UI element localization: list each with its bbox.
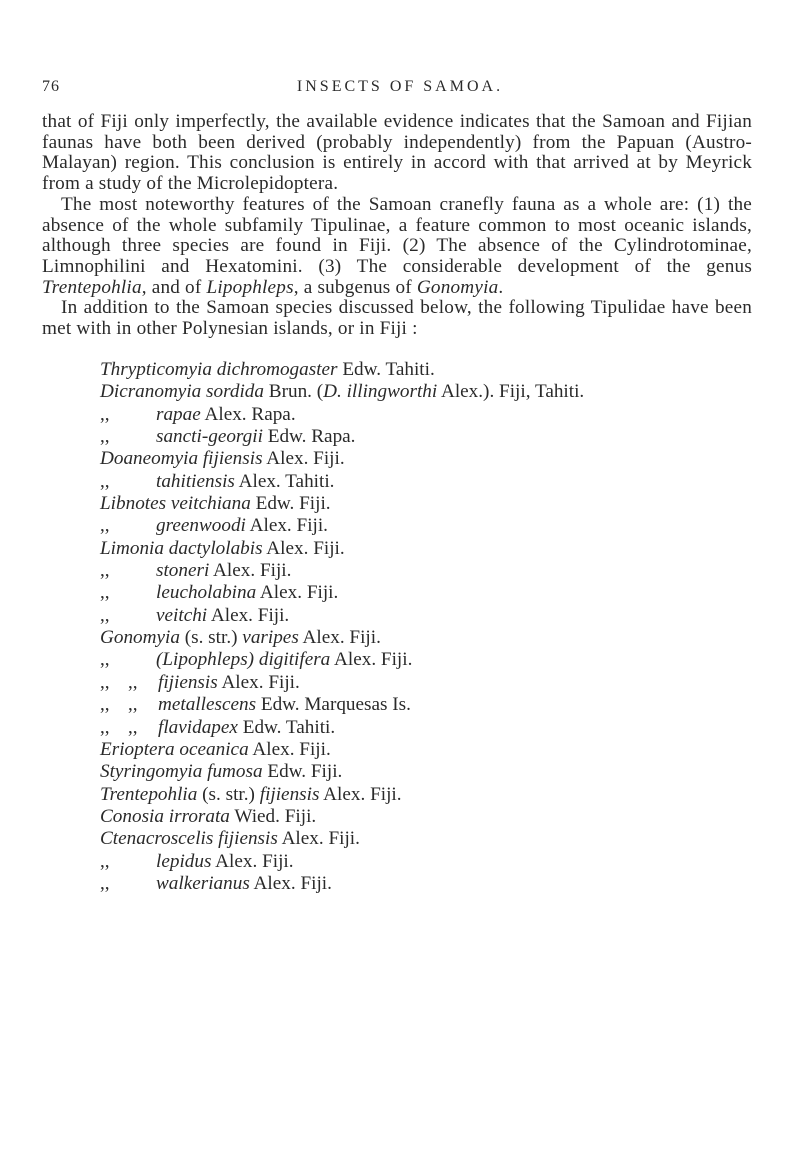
taxon-name: Ctenacroscelis fijiensis bbox=[100, 828, 278, 850]
species-entry bbox=[100, 784, 760, 806]
ditto-mark: ,, bbox=[128, 671, 138, 693]
taxon-name: Conosia irrorata bbox=[100, 805, 230, 827]
taxon-name: Thrypticomyia dichromogaster bbox=[100, 359, 338, 380]
taxon-name: Dicranomyia sordida bbox=[100, 381, 264, 403]
species-entry bbox=[100, 873, 760, 895]
taxon-name: fijiensis bbox=[158, 671, 218, 693]
species-entry bbox=[100, 404, 760, 426]
authority-locality: Alex. Fiji. bbox=[262, 448, 345, 470]
authority-locality: Edw. Tahiti. bbox=[237, 716, 336, 738]
text-run: , a subgenus of bbox=[293, 276, 417, 298]
species-entry bbox=[100, 806, 760, 828]
authority-locality: Alex. Rapa. bbox=[200, 403, 296, 425]
authority-locality: Alex. Fiji. bbox=[298, 627, 381, 649]
ditto-mark: ,, bbox=[100, 850, 110, 872]
authority-locality: Alex.). Fiji, Tahiti. bbox=[437, 381, 585, 403]
taxon-name: stoneri bbox=[156, 560, 210, 582]
authority-locality: Brun. ( bbox=[263, 381, 324, 403]
ditto-mark: ,, bbox=[100, 426, 110, 448]
authority-locality: Alex. Fiji. bbox=[245, 515, 328, 537]
ditto-mark: ,, bbox=[100, 582, 110, 604]
species-entry bbox=[100, 359, 760, 381]
taxon-name: fijiensis bbox=[259, 783, 320, 805]
authority-locality: (s. str.) bbox=[197, 783, 260, 805]
species-list bbox=[100, 359, 760, 895]
taxon-name: Gonomyia bbox=[100, 627, 180, 649]
body-text bbox=[42, 112, 752, 340]
authority-locality: Alex. Fiji. bbox=[249, 872, 332, 894]
text-run: In addition to the Samoan species discussed below, the following Tipulidae have been met with in other Polynesian islands, or in Fiji : bbox=[42, 297, 752, 340]
running-head: INSECTS OF SAMOA. bbox=[296, 78, 504, 95]
authority-locality: Alex. Fiji. bbox=[248, 738, 331, 760]
paragraph bbox=[42, 298, 752, 339]
page-header bbox=[0, 78, 800, 102]
species-entry bbox=[100, 493, 760, 515]
species-entry bbox=[100, 560, 760, 582]
taxon-name: Libnotes veitchiana bbox=[100, 493, 251, 515]
taxon-name: sancti-georgii bbox=[156, 426, 263, 448]
taxon-name: metallescens bbox=[158, 694, 257, 716]
taxon-name: lepidus bbox=[156, 850, 212, 872]
text-run: , and of bbox=[141, 276, 207, 298]
species-entry bbox=[100, 582, 760, 604]
taxon-name: veitchi bbox=[156, 604, 208, 626]
taxon-name: (Lipophleps) digitifera bbox=[156, 649, 331, 671]
taxon-name: Doaneomyia fijiensis bbox=[100, 448, 263, 470]
authority-locality: Alex. Fiji. bbox=[211, 850, 294, 872]
authority-locality: Alex. Fiji. bbox=[262, 537, 345, 559]
taxon-name: tahitiensis bbox=[156, 470, 235, 492]
species-entry bbox=[100, 515, 760, 537]
authority-locality: Alex. Fiji. bbox=[217, 671, 300, 693]
ditto-mark: ,, bbox=[100, 649, 110, 671]
taxon-name: walkerianus bbox=[156, 872, 250, 894]
italic-term: Lipophleps bbox=[206, 276, 294, 298]
ditto-mark: ,, bbox=[100, 872, 110, 894]
taxon-name: Styringomyia fumosa bbox=[100, 761, 263, 783]
italic-term: Trentepohlia bbox=[42, 276, 142, 298]
authority-locality: Alex. Fiji. bbox=[256, 582, 339, 604]
ditto-mark: ,, bbox=[100, 560, 110, 582]
ditto-mark: ,, bbox=[100, 604, 110, 626]
taxon-name: Erioptera oceanica bbox=[100, 738, 249, 760]
taxon-name: Limonia dactylolabis bbox=[100, 537, 263, 559]
taxon-name: flavidapex bbox=[158, 716, 238, 738]
species-entry bbox=[100, 851, 760, 873]
ditto-mark: ,, bbox=[100, 403, 110, 425]
text-run: . bbox=[498, 276, 504, 298]
paragraph bbox=[42, 112, 752, 195]
species-entry bbox=[100, 717, 760, 739]
text-run: that of Fiji only imperfectly, the available evidence indicates that the Samoan and Fijian faunas have both been derived (probably independently) from the Papuan (Austro-Malayan) region. This conclusion is entirely in accord with that arrived at by Meyrick from a study of the Microlepidoptera. bbox=[42, 111, 752, 195]
taxon-name: Trentepohlia bbox=[100, 783, 198, 805]
ditto-mark: ,, bbox=[100, 470, 110, 492]
authority-locality: Edw. Tahiti. bbox=[337, 359, 435, 380]
species-entry bbox=[100, 471, 760, 493]
taxon-name: varipes bbox=[242, 627, 299, 649]
ditto-mark: ,, bbox=[128, 694, 138, 716]
taxon-name: rapae bbox=[156, 403, 201, 425]
ditto-mark: ,, bbox=[100, 671, 110, 693]
species-entry bbox=[100, 739, 760, 761]
ditto-mark: ,, bbox=[100, 515, 110, 537]
authority-locality: Edw. Rapa. bbox=[262, 426, 356, 448]
species-entry bbox=[100, 672, 760, 694]
authority-locality: Alex. Fiji. bbox=[319, 783, 402, 805]
authority-locality: Alex. Fiji. bbox=[207, 604, 290, 626]
authority-locality: Alex. Fiji. bbox=[209, 560, 292, 582]
paragraph bbox=[42, 195, 752, 299]
species-entry bbox=[100, 448, 760, 470]
species-entry bbox=[100, 538, 760, 560]
authority-locality: Alex. Tahiti. bbox=[234, 470, 335, 492]
species-entry bbox=[100, 381, 760, 403]
authority-locality: Edw. Marquesas Is. bbox=[256, 694, 411, 716]
species-entry bbox=[100, 761, 760, 783]
species-entry bbox=[100, 627, 760, 649]
taxon-name: leucholabina bbox=[156, 582, 257, 604]
ditto-mark: ,, bbox=[128, 716, 138, 738]
species-entry bbox=[100, 694, 760, 716]
authority-locality: Alex. Fiji. bbox=[277, 828, 360, 850]
species-entry bbox=[100, 828, 760, 850]
taxon-name: D. illingworthi bbox=[323, 381, 438, 403]
text-run: The most noteworthy features of the Samoan cranefly fauna as a whole are: (1) the absence of the whole subfamily Tipulinae, a feature common to most oceanic islands, although three species are found in Fiji. (2) The absence of the Cylindrotominae, Limnophilini and Hexatomini. (3) The considerable development of the genus bbox=[42, 193, 752, 277]
species-entry bbox=[100, 605, 760, 627]
ditto-mark: ,, bbox=[100, 716, 110, 738]
taxon-name: greenwoodi bbox=[156, 515, 246, 537]
authority-locality: (s. str.) bbox=[179, 627, 243, 649]
authority-locality: Wied. Fiji. bbox=[229, 805, 317, 827]
ditto-mark: ,, bbox=[100, 694, 110, 716]
authority-locality: Alex. Fiji. bbox=[330, 649, 413, 671]
species-entry bbox=[100, 426, 760, 448]
species-entry bbox=[100, 649, 760, 671]
italic-term: Gonomyia bbox=[416, 276, 499, 298]
authority-locality: Edw. Fiji. bbox=[250, 493, 331, 515]
authority-locality: Edw. Fiji. bbox=[262, 761, 343, 783]
page-number: 76 bbox=[42, 78, 60, 95]
